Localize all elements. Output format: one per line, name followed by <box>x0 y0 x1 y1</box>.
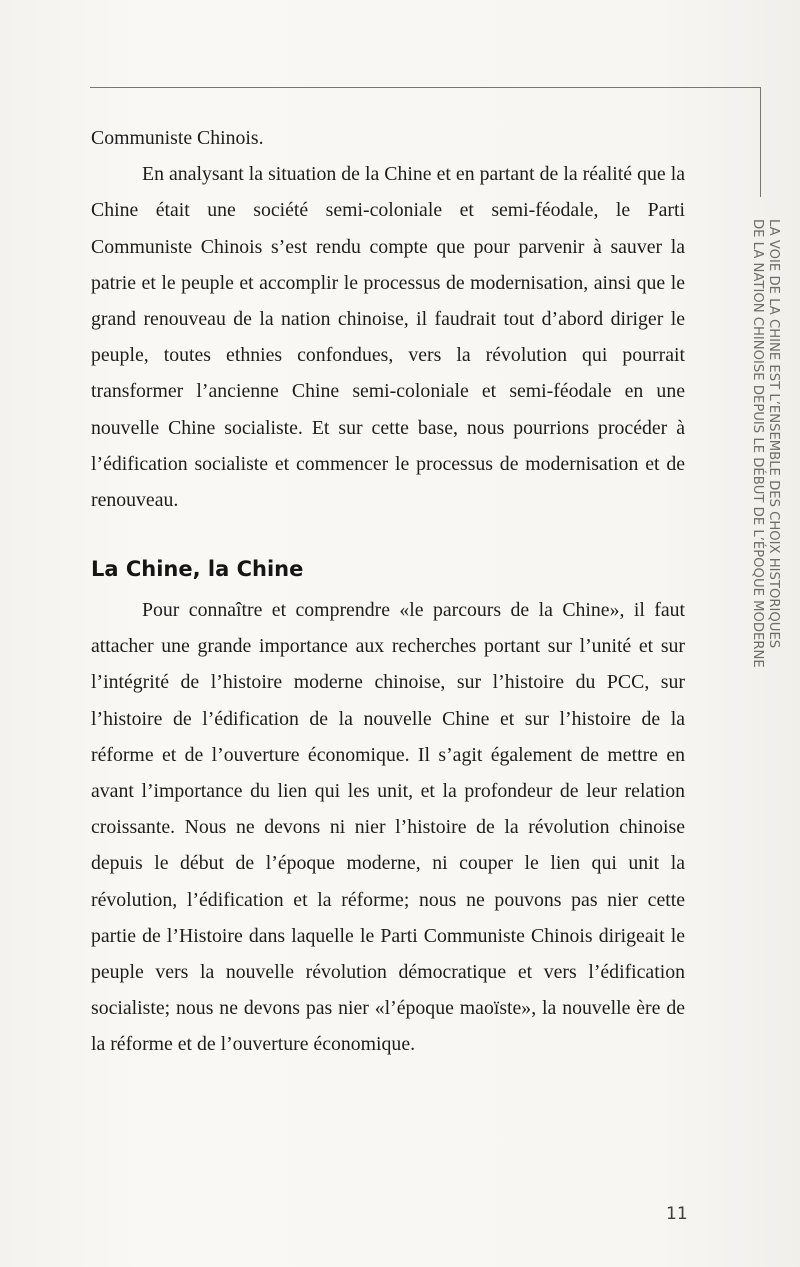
body-text <box>91 120 685 518</box>
side-rule <box>760 87 761 197</box>
top-rule <box>90 87 760 88</box>
section-heading: La Chine, la Chine <box>91 557 304 581</box>
running-head-line-1: LA VOIE DE LA CHINE EST L’ENSEMBLE DES CHOIX HISTORIQUES <box>766 219 781 649</box>
running-head <box>749 219 781 668</box>
continued-sentence: Communiste Chinois. <box>91 127 264 149</box>
running-head-line-2: DE LA NATION CHINOISE DEPUIS LE DÉBUT DE L’ÉPOQUE MODERNE <box>750 219 765 668</box>
section-text <box>91 592 685 1063</box>
section-paragraph: Pour connaître et comprendre «le parcours de la Chine», il faut attacher une grande importance aux recherches portant sur l’unité et sur l’intégrité de l’histoire moderne chinoise, sur l’histoire du PCC, sur l’histoire de l’édification de la nouvelle Chine et sur l’histoire de la réforme et de l’ouverture économique. Il s’agit également de mettre en avant l’importance du lien qui les unit, et la profondeur de leur relation croissante. Nous ne devons ni nier l’histoire de la révolution chinoise depuis le début de l’époque moderne, ni couper le lien qui unit la révolution, l’édification et la réforme; nous ne pouvons pas nier cette partie de l’Histoire dans laquelle le Parti Communiste Chinois dirigeait le peuple vers la nouvelle révolution démocratique et vers l’édification socialiste; nous ne devons pas nier «l’époque maoïste», la nouvelle ère de la réforme et de l’ouverture économique. <box>91 599 685 1056</box>
body-paragraph-1: En analysant la situation de la Chine et en partant de la réalité que la Chine était une société semi-coloniale et semi-féodale, le Parti Communiste Chinois s’est rendu compte que pour parvenir à sauver la patrie et le peuple et accomplir le processus de modernisation, ainsi que le grand renouveau de la nation chinoise, il faudrait tout d’abord diriger le peuple, toutes ethnies confondues, vers la révolution qui pourrait transformer l’ancienne Chine semi-coloniale et semi-féodale en une nouvelle Chine socialiste. Et sur cette base, nous pourrions procéder à l’édification socialiste et commencer le processus de modernisation et de renouveau. <box>91 163 685 512</box>
page-number: 11 <box>666 1204 688 1224</box>
